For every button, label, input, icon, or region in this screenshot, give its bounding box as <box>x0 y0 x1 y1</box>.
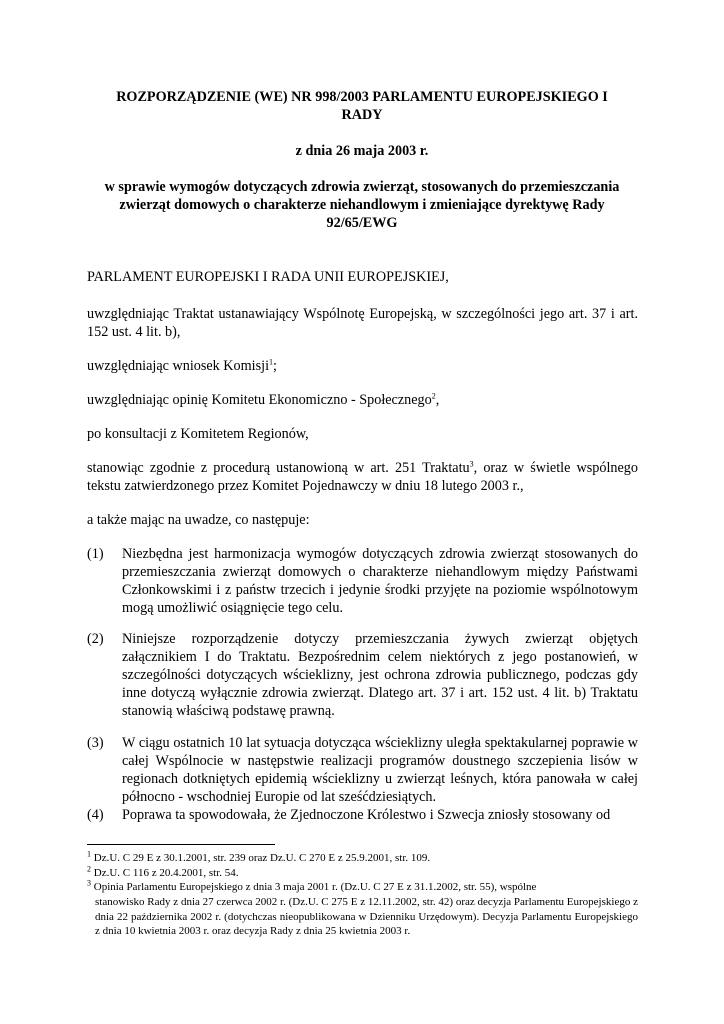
citation-committee-text: uwzględniając opinię Komitetu Ekonomiczno - Społecznego <box>87 392 432 408</box>
citation-commission-end: ; <box>273 358 277 374</box>
recital-number: (2) <box>87 631 104 647</box>
citation-committee-end: , <box>435 392 440 408</box>
footnote-3-number: 3 <box>87 878 91 888</box>
citation-commission-text: uwzględniając wniosek Komisji <box>87 358 270 374</box>
regulation-title <box>80 88 644 124</box>
footnote-ref-2[interactable]: 2 <box>431 391 436 401</box>
citation-procedure-text-b: , oraz w świetle wspólnego tekstu zatwierdzonego przez Komitet Pojednawczy w dniu 18 lutego 2003 r., <box>87 460 638 494</box>
footnote-3-continuation: stanowisko Rady z dnia 27 czerwca 2002 r. (Dz.U. C 275 E z 12.11.2002, str. 42) oraz decyzja Parlamentu Europejskiego z dnia 22 października 2002 r. (dotychczas nieopublikowana w Dzienniku Urzędowym). Decyzja Parlamentu Europejskiego z dnia 10 kwietnia 2003 r. oraz decyzja Rady z dnia 25 kwietnia 2003 r. <box>95 896 638 937</box>
regulation-subject <box>80 178 644 232</box>
institution-heading: PARLAMENT EUROPEJSKI I RADA UNII EUROPEJSKIEJ, <box>87 269 449 285</box>
recital-number: (3) <box>87 735 104 751</box>
citation-treaty: uwzględniając Traktat ustanawiający Wspólnotę Europejską, w szczególności jego art. 37 i art. 152 ust. 4 lit. b), <box>87 306 638 340</box>
subject-line-3: 92/65/EWG <box>326 215 398 231</box>
citation-committee <box>87 391 638 409</box>
footnote-ref-1[interactable]: 1 <box>269 357 274 367</box>
whereas-intro: a także mając na uwadze, co następuje: <box>87 512 310 528</box>
regulation-date: z dnia 26 maja 2003 r. <box>295 143 429 159</box>
footnote-1-number: 1 <box>87 849 91 859</box>
recital-number: (1) <box>87 546 104 562</box>
footnote-ref-3[interactable]: 3 <box>469 459 474 469</box>
recital-text: Poprawa ta spowodowała, że Zjednoczone Królestwo i Szwecja zniosły stosowany od <box>122 807 611 823</box>
recital-text: Niniejsze rozporządzenie dotyczy przemieszczania żywych zwierząt objętych załącznikiem I do Traktatu. Bezpośrednim celem niektórych z jego postanowień, w szczególności dotyczących wścieklizny, jest ochrona zdrowia publicznego, podczas gdy inne dotyczą wyłącznie zdrowia zwierząt. Dlatego art. 37 i art. 152 ust. 4 lit. b) Traktatu stanowią właściwą podstawę prawną. <box>122 631 638 719</box>
footnote-2-text: Dz.U. C 116 z 20.4.2001, str. 54. <box>93 867 239 879</box>
footnote-3 <box>87 880 638 895</box>
citation-procedure <box>87 459 638 495</box>
citation-regions: po konsultacji z Komitetem Regionów, <box>87 426 309 442</box>
citation-procedure-text-a: stanowiąc zgodnie z procedurą ustanowioną w art. 251 Traktatu <box>87 460 470 476</box>
citation-commission <box>87 357 638 375</box>
subject-line-1: w sprawie wymogów dotyczących zdrowia zwierząt, stosowanych do przemieszczania <box>104 179 620 195</box>
footnote-1 <box>87 851 638 866</box>
subject-line-2: zwierząt domowych o charakterze niehandlowym i zmieniające dyrektywę Rady <box>119 197 605 213</box>
footnote-divider <box>87 844 275 845</box>
footnote-2-number: 2 <box>87 864 91 874</box>
footnote-3-text-first: Opinia Parlamentu Europejskiego z dnia 3 maja 2001 r. (Dz.U. C 27 E z 31.1.2002, str. 55), wspólne <box>93 881 537 893</box>
recital-text: W ciągu ostatnich 10 lat sytuacja dotycząca wścieklizny uległa spektakularnej poprawie w całej Wspólnocie w następstwie realizacji programów doustnego szczepienia lisów w regionach dotkniętych epidemią wścieklizny u zwierząt leśnych, która panowała w całej północno - wschodniej Europie od lat sześćdziesiątych. <box>122 735 638 805</box>
title-line-2: RADY <box>341 107 383 123</box>
footnote-1-text: Dz.U. C 29 E z 30.1.2001, str. 239 oraz Dz.U. C 270 E z 25.9.2001, str. 109. <box>93 852 431 864</box>
recital-text: Niezbędna jest harmonizacja wymogów dotyczących zdrowia zwierząt stosowanych do przemieszczania zwierząt domowych o charakterze niehandlowym między Państwami Członkowskimi i z państw trzecich i jedynie środki przyjęte na poziomie wspólnotowym mogą umożliwić osiągnięcie tego celu. <box>122 546 638 616</box>
recital-number: (4) <box>87 807 104 823</box>
title-line-1: ROZPORZĄDZENIE (WE) NR 998/2003 PARLAMENTU EUROPEJSKIEGO I <box>116 89 608 105</box>
footnote-2 <box>87 866 638 881</box>
